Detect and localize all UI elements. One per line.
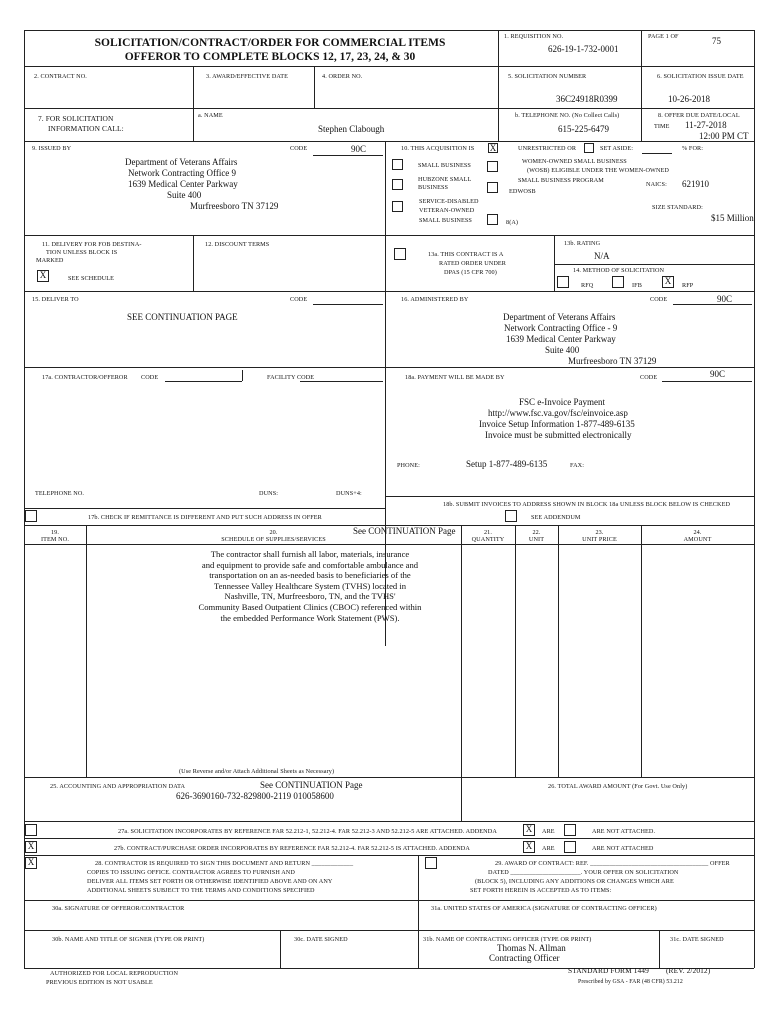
officer-title: Contracting Officer (489, 953, 560, 963)
code-underline (300, 381, 383, 382)
delivery-label-2: TION UNLESS BLOCK IS (46, 249, 118, 256)
27b-checkbox[interactable]: X (25, 841, 37, 853)
schedule-header: 20. (269, 529, 278, 536)
see-schedule-checkbox[interactable]: X (37, 270, 49, 282)
rule (314, 66, 315, 108)
rule (558, 525, 559, 777)
accounting-value: 626-3690160-732-829800-2119 010058600 (176, 791, 334, 801)
officer-signature-label: 31a. UNITED STATES OF AMERICA (SIGNATURE OF CONTRACTING OFFICER) (431, 905, 657, 912)
code-underline (165, 381, 242, 382)
deliver-to-code-label: CODE (290, 296, 308, 303)
rating-value: N/A (594, 251, 610, 261)
see-schedule-label: SEE SCHEDULE (68, 275, 115, 282)
rule (86, 525, 87, 777)
admin-line: Network Contracting Office - 9 (504, 323, 618, 333)
27b-arenot-checkbox[interactable] (564, 841, 576, 853)
rule (24, 855, 754, 856)
contract-no-label: 2. CONTRACT NO. (34, 73, 87, 80)
small-business-label: SMALL BUSINESS (418, 162, 471, 169)
28-text: 28. CONTRACTOR IS REQUIRED TO SIGN THIS DOCUMENT AND RETURN _____________ (95, 860, 354, 867)
rfq-label: RFQ (581, 282, 594, 289)
rated-order-label-3: DPAS (15 CFR 700) (444, 269, 497, 276)
unit-price-header-2: UNIT PRICE (582, 536, 617, 543)
admin-line: Department of Veterans Affairs (503, 312, 616, 322)
hubzone-checkbox[interactable] (392, 179, 403, 190)
time-label: TIME (654, 123, 670, 130)
code-underline (673, 304, 752, 305)
ifb-label: IFB (632, 282, 642, 289)
requisition-value: 626-19-1-732-0001 (548, 44, 619, 54)
contact-name: Stephen Clabough (318, 124, 385, 134)
rfq-checkbox[interactable] (557, 276, 569, 288)
27b-are-checkbox[interactable]: X (523, 841, 535, 853)
delivery-label: 11. DELIVERY FOR FOB DESTINA- (42, 241, 142, 248)
28-checkbox[interactable]: X (25, 857, 37, 869)
code-underline (313, 304, 383, 305)
27a-are-label: ARE (542, 828, 555, 835)
item-no-header: 19. (50, 529, 60, 536)
duns-label: DUNS: (259, 490, 279, 497)
accounting-label: 25. ACCOUNTING AND APPROPRIATION DATA (50, 783, 186, 790)
offer-due-time: 12:00 PM CT (699, 131, 749, 141)
rule (24, 66, 754, 67)
remittance-label: 17b. CHECK IF REMITTANCE IS DIFFERENT AND PUT SUCH ADDRESS IN OFFER (88, 514, 322, 521)
27a-checkbox[interactable] (25, 824, 37, 836)
admin-line: Murfreesboro TN 37129 (568, 356, 657, 366)
27b-text: 27b. CONTRACT/PURCHASE ORDER INCORPORATES BY REFERENCE FAR 52.212-4. FAR 52.212-5 IS ATTACHED. ADDENDA (114, 845, 470, 852)
issue-date: 10-26-2018 (668, 94, 710, 104)
admin-line: Suite 400 (545, 345, 580, 355)
reverse-note: (Use Reverse and/or Attach Additional Sheets as Necessary) (179, 768, 335, 775)
28-text-2: COPIES TO ISSUING OFFICE. CONTRACTOR AGREES TO FURNISH AND (87, 869, 295, 876)
officer-date-label: 31c. DATE SIGNED (670, 936, 724, 943)
28-text-3: DELIVER ALL ITEMS SET FORTH OR OTHERWISE IDENTIFIED ABOVE AND ON ANY (87, 878, 333, 885)
name-label: a. NAME (198, 112, 223, 119)
rule (24, 838, 754, 839)
administered-by-label: 16. ADMINISTERED BY (401, 296, 469, 303)
rule (554, 235, 555, 291)
deliver-to-label: 15. DELIVER TO (32, 296, 79, 303)
ifb-checkbox[interactable] (612, 276, 624, 288)
rated-order-label: 13a. THIS CONTRACT IS A (428, 251, 504, 258)
issued-by-line: Network Contracting Office 9 (128, 168, 237, 178)
rule (418, 855, 419, 968)
officer-name-label: 31b. NAME OF CONTRACTING OFFICER (TYPE OR PRINT) (423, 936, 592, 943)
schedule-header-2: SCHEDULE OF SUPPLIES/SERVICES (221, 536, 326, 543)
rated-order-checkbox[interactable] (394, 248, 406, 260)
rated-order-label-2: RATED ORDER UNDER (439, 260, 507, 267)
description-line: Community Based Outpatient Clinics (CBOC) referenced within (198, 601, 422, 612)
issued-by-code: 90C (351, 144, 367, 154)
naics-label: NAICS: (646, 181, 667, 188)
payment-code: 90C (710, 369, 726, 379)
wosb-label: WOMEN-OWNED SMALL BUSINESS (522, 158, 627, 165)
administered-by-code: 90C (717, 294, 733, 304)
rfp-label: RFP (682, 282, 694, 289)
rule (461, 777, 462, 821)
rule (280, 930, 281, 968)
rule (24, 508, 385, 509)
rule (24, 141, 754, 142)
27a-are-checkbox[interactable]: X (523, 824, 535, 836)
rule (385, 496, 754, 497)
schedule-description (150, 549, 470, 623)
facility-code-label: FACILITY CODE (267, 374, 315, 381)
wosb-label-3: SMALL BUSINESS PROGRAM (518, 177, 604, 184)
description-line: The contractor shall furnish all labor, materials, insurance (210, 549, 410, 559)
sdvosb-label-2: VETERAN-OWNED (419, 207, 475, 214)
payment-code-label: CODE (640, 374, 658, 381)
offeror-signature-label: 30a. SIGNATURE OF OFFEROR/CONTRACTOR (52, 905, 185, 912)
payment-phone: Setup 1-877-489-6135 (466, 459, 548, 469)
hubzone-label: HUBZONE SMALL (418, 176, 472, 183)
rule (24, 30, 754, 31)
27a-arenot-label: ARE NOT ATTACHED. (592, 828, 656, 835)
rule (24, 108, 754, 109)
rule (754, 30, 755, 968)
rule (515, 525, 516, 777)
issued-by-line: Murfreesboro TN 37129 (190, 201, 279, 211)
offeror-date-label: 30c. DATE SIGNED (294, 936, 348, 943)
discount-terms-label: 12. DISCOUNT TERMS (205, 241, 270, 248)
29-text-3: (BLOCK 5), INCLUDING ANY ADDITIONS OR CHANGES WHICH ARE (475, 878, 674, 885)
rule (24, 235, 754, 236)
solicitation-number: 36C24918R0399 (556, 94, 618, 104)
footer-revision: (REV. 2/2012) (666, 966, 711, 975)
rule (193, 66, 194, 108)
issued-by-line: 1639 Medical Center Parkway (128, 179, 238, 189)
contractor-telephone-label: TELEPHONE NO. (35, 490, 85, 497)
rule (24, 291, 754, 292)
sdvosb-checkbox[interactable] (392, 201, 403, 212)
accounting-continuation: See CONTINUATION Page (260, 780, 363, 790)
duns4-label: DUNS+4: (336, 490, 362, 497)
unrestricted-checkbox[interactable]: X (489, 143, 497, 153)
27a-arenot-checkbox[interactable] (564, 824, 576, 836)
addendum-label: SEE ADDENDUM (531, 514, 581, 521)
addendum-checkbox[interactable] (505, 510, 517, 522)
amount-header: 24. (693, 529, 702, 536)
issued-by-code-label: CODE (290, 145, 308, 152)
29-checkbox[interactable] (425, 857, 437, 869)
29-text-2: DATED ______________________. YOUR OFFER ON SOLICITATION (488, 869, 679, 876)
payment-fax-label: FAX: (570, 462, 585, 469)
footer-reproduction: AUTHORIZED FOR LOCAL REPRODUCTION (50, 970, 179, 977)
rule (242, 370, 243, 381)
unit-header: 22. (532, 529, 541, 536)
rule (498, 108, 499, 141)
description-line: Tennessee Valley Healthcare System (TVHS) located in (213, 580, 407, 591)
solicitation-number-label: 5. SOLICITATION NUMBER (508, 73, 587, 80)
info-call-label: 7. FOR SOLICITATION (38, 114, 114, 123)
offer-due-label: 8. OFFER DUE DATE/LOCAL (658, 112, 740, 119)
rule (498, 66, 499, 108)
rule (641, 108, 642, 141)
description-line: the embedded Performance Work Statement (PWS). (220, 612, 400, 623)
sdvosb-label: SERVICE-DISABLED (419, 198, 479, 205)
rule (24, 821, 754, 822)
info-call-label-2: INFORMATION CALL: (48, 124, 124, 133)
code-underline (313, 155, 383, 156)
offer-due-date: 11-27-2018 (685, 120, 727, 130)
issued-by-label: 9. ISSUED BY (32, 145, 72, 152)
rule (24, 930, 754, 931)
payment-label: 18a. PAYMENT WILL BE MADE BY (405, 374, 505, 381)
remittance-checkbox[interactable] (25, 510, 37, 522)
edwosb-checkbox[interactable] (487, 182, 498, 193)
payment-line: Invoice must be submitted electronically (485, 430, 632, 440)
payment-line: FSC e-Invoice Payment (519, 397, 605, 407)
footer-prescribed: Prescribed by GSA - FAR (48 CFR) 53.212 (578, 979, 683, 985)
size-standard-label: SIZE STANDARD: (652, 204, 703, 211)
rule (659, 930, 660, 968)
total-award-label: 26. TOTAL AWARD AMOUNT (For Govt. Use Only) (548, 783, 688, 790)
rule (641, 525, 642, 777)
setaside-checkbox[interactable] (584, 143, 594, 153)
rule (193, 108, 194, 141)
27a-text: 27a. SOLICITATION INCORPORATES BY REFERENCE FAR 52.212-1, 52.212-4. FAR 52.212-3 AND 52.212-5 ARE ATTACHED. ADDENDA (118, 828, 497, 835)
quantity-header-2: QUANTITY (471, 536, 505, 543)
officer-name: Thomas N. Allman (497, 943, 566, 953)
unit-header-2: UNIT (528, 536, 545, 543)
8a-checkbox[interactable] (487, 214, 498, 225)
page-label: PAGE 1 OF (648, 33, 679, 40)
unrestricted-label: UNRESTRICTED OR (518, 145, 577, 152)
edwosb-label: EDWOSB (509, 188, 536, 195)
rule (24, 777, 754, 778)
rule (24, 900, 754, 901)
contractor-code-label: CODE (141, 374, 159, 381)
signer-name-label: 30b. NAME AND TITLE OF SIGNER (TYPE OR PRINT) (52, 936, 205, 943)
item-no-header-2: ITEM NO. (41, 536, 69, 543)
requisition-label: 1. REQUISITION NO. (504, 33, 564, 40)
page-total: 75 (712, 36, 721, 46)
administered-by-code-label: CODE (650, 296, 668, 303)
issued-by-line: Department of Veterans Affairs (125, 157, 238, 167)
rule (24, 544, 754, 545)
rule (554, 264, 754, 265)
wosb-label-2: (WOSB) ELIGIBLE UNDER THE WOMEN-OWNED (527, 167, 669, 174)
submit-invoices-label: 18b. SUBMIT INVOICES TO ADDRESS SHOWN IN BLOCK 18a UNLESS BLOCK BELOW IS CHECKED (443, 501, 731, 508)
code-underline (662, 381, 752, 382)
description-line: Nashville, TN, Murfreesboro, TN, and the TVHS' (224, 591, 396, 602)
admin-line: 1639 Medical Center Parkway (506, 334, 616, 344)
rating-label: 13b. RATING (564, 240, 601, 247)
acquisition-label: 10. THIS ACQUISITION IS (401, 145, 475, 152)
delivery-label-3: MARKED (36, 257, 64, 264)
sdvosb-label-3: SMALL BUSINESS (419, 217, 472, 224)
small-business-checkbox[interactable] (392, 159, 403, 170)
29-text-4: SET FORTH HEREIN IS ACCEPTED AS TO ITEMS: (470, 887, 612, 894)
payment-line: http://www.fsc.va.gov/fsc/einvoice.asp (488, 408, 628, 418)
form-title-line1: SOLICITATION/CONTRACT/ORDER FOR COMMERCIAL ITEMS (94, 37, 446, 49)
rule (641, 30, 642, 66)
quantity-header: 21. (483, 529, 493, 536)
rule (641, 66, 642, 108)
27b-arenot-label: ARE NOT ATTACHED (592, 845, 654, 852)
setaside-underline (642, 153, 672, 154)
telephone-label: b. TELEPHONE NO. (No Collect Calls) (515, 112, 620, 119)
pct-for-label: % FOR: (682, 145, 704, 152)
form-title-line2: OFFEROR TO COMPLETE BLOCKS 12, 17, 23, 24, & 30 (124, 51, 416, 63)
issue-date-label: 6. SOLICITATION ISSUE DATE (657, 73, 744, 80)
27b-are-label: ARE (542, 845, 555, 852)
contractor-label: 17a. CONTRACTOR/OFFEROR (42, 374, 128, 381)
description-line: transportation on an as-needed basis to beneficiaries of the (209, 570, 411, 581)
28-text-4: ADDITIONAL SHEETS SUBJECT TO THE TERMS AND CONDITIONS SPECIFIED (87, 887, 315, 894)
rule (193, 235, 194, 291)
rule (498, 30, 499, 66)
payment-line: Invoice Setup Information 1-877-489-6135 (479, 419, 635, 429)
footer-form-name: STANDARD FORM 1449 (568, 966, 649, 975)
footer-edition: PREVIOUS EDITION IS NOT USABLE (46, 979, 153, 986)
hubzone-label-2: BUSINESS (418, 184, 449, 191)
award-date-label: 3. AWARD/EFFECTIVE DATE (206, 73, 289, 80)
issued-by-line: Suite 400 (167, 190, 202, 200)
description-line: and equipment to provide safe and comfortable ambulance and (201, 559, 419, 570)
setaside-label: SET ASIDE: (600, 145, 634, 152)
order-no-label: 4. ORDER NO. (322, 73, 363, 80)
payment-phone-label: PHONE: (397, 462, 420, 469)
unit-price-header: 23. (595, 529, 604, 536)
naics-value: 621910 (682, 179, 709, 189)
method-label: 14. METHOD OF SOLICITATION (573, 267, 665, 274)
schedule-continuation: See CONTINUATION Page (353, 526, 456, 536)
29-text: 29. AWARD OF CONTRACT: REF. _____________________________________ OFFER (495, 860, 730, 867)
size-standard-value: $15 Million (711, 213, 754, 223)
8a-label: 8(A) (506, 219, 519, 226)
rfp-checkbox[interactable]: X (662, 276, 674, 288)
telephone-value: 615-225-6479 (558, 124, 609, 134)
deliver-to-value: SEE CONTINUATION PAGE (127, 312, 238, 322)
amount-header-2: AMOUNT (683, 536, 712, 543)
rule (24, 367, 754, 368)
wosb-checkbox[interactable] (487, 161, 498, 172)
